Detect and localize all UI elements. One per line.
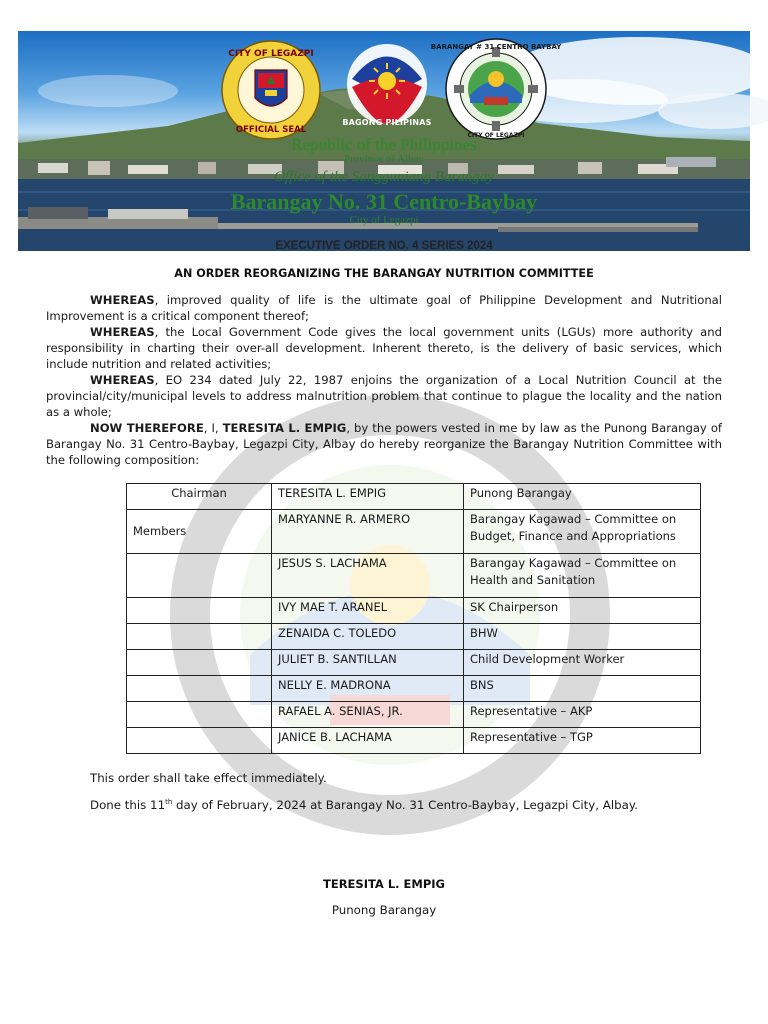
svg-text:CITY OF LEGAZPI: CITY OF LEGAZPI (228, 49, 314, 59)
name-cell: NELLY E. MADRONA (272, 676, 464, 702)
position-cell: SK Chairperson (464, 598, 701, 624)
svg-text:BARANGAY # 31 CENTRO BAYBAY: BARANGAY # 31 CENTRO BAYBAY (430, 43, 562, 51)
signatory-title: Punong Barangay (331, 903, 437, 917)
executive-order-number: EXECUTIVE ORDER NO. 4 SERIES 2024 (275, 240, 493, 252)
position-cell: BHW (464, 624, 701, 650)
role-cell (127, 702, 272, 728)
whereas-lead: WHEREAS (90, 325, 155, 339)
header-office: Office of the Sangguniang Barangay (274, 169, 494, 185)
barangay-31-seal-icon (430, 37, 562, 141)
table-row (127, 510, 701, 554)
done-clause (90, 798, 638, 812)
role-cell (127, 624, 272, 650)
role-cell (127, 650, 272, 676)
svg-text:CITY OF LEGAZPI: CITY OF LEGAZPI (467, 132, 525, 139)
whereas-lead: WHEREAS (90, 373, 155, 387)
bagong-pilipinas-logo-icon (342, 39, 432, 125)
table-row (127, 728, 701, 754)
name-cell: JANICE B. LACHAMA (272, 728, 464, 754)
table-row (127, 598, 701, 624)
header-banner (18, 31, 750, 251)
effectivity-clause: This order shall take effect immediately. (90, 771, 327, 785)
table-row (127, 650, 701, 676)
name-cell: JULIET B. SANTILLAN (272, 650, 464, 676)
city-of-legazpi-seal-icon (221, 40, 321, 140)
table-row (127, 484, 701, 510)
position-cell: Child Development Worker (464, 650, 701, 676)
signatory-name: TERESITA L. EMPIG (323, 877, 445, 891)
now-therefore-lead: NOW THEREFORE (90, 421, 204, 435)
header-province: Province of Albay (343, 153, 425, 165)
whereas-paragraph-3 (46, 372, 722, 420)
now-therefore-text: , I, (203, 421, 223, 435)
position-cell: Punong Barangay (464, 484, 701, 510)
role-cell (127, 676, 272, 702)
whereas-text: , EO 234 dated July 22, 1987 enjoins the organization of a Local Nutrition Council at the provincial/city/municipal levels to address malnutrition problem that continue to plague the locality and the nation as a whole; (46, 373, 722, 419)
whereas-paragraph-2 (46, 324, 722, 372)
name-cell: MARYANNE R. ARMERO (272, 510, 464, 554)
whereas-text: , the Local Government Code gives the local government units (LGUs) more authority and responsibility in charting their over-all development. Inherent thereto, is the delivery of basic services, which include nutrition and related activities; (46, 325, 722, 371)
now-therefore-text: , by the powers vested in me by law as the Punong Barangay of Barangay No. 31 Centro-Baybay, Legazpi City, Albay do hereby reorganize the Barangay Nutrition Committee with the following composition: (46, 421, 722, 467)
position-cell: Representative – AKP (464, 702, 701, 728)
whereas-lead: WHEREAS (90, 293, 155, 307)
position-cell: BNS (464, 676, 701, 702)
table-row (127, 554, 701, 598)
role-cell (127, 554, 272, 598)
position-cell: Barangay Kagawad – Committee on Health and Sanitation (464, 554, 701, 598)
name-cell: TERESITA L. EMPIG (272, 484, 464, 510)
table-row (127, 624, 701, 650)
bagong-pilipinas-label: BAGONG PILIPINAS (342, 118, 432, 127)
whereas-paragraph-1 (46, 292, 722, 324)
position-cell: Barangay Kagawad – Committee on Budget, Finance and Appropriations (464, 510, 701, 554)
done-text: day of February, 2024 at Barangay No. 31 Centro-Baybay, Legazpi City, Albay. (172, 798, 638, 812)
role-cell (127, 598, 272, 624)
header-barangay: Barangay No. 31 Centro-Baybay (230, 189, 538, 214)
role-cell: Members (127, 510, 272, 554)
name-cell: RAFAEL A. SENIAS, JR. (272, 702, 464, 728)
name-cell: IVY MAE T. ARANEL (272, 598, 464, 624)
table-row (127, 676, 701, 702)
name-cell: JESUS S. LACHAMA (272, 554, 464, 598)
done-text: Done this 11 (90, 798, 166, 812)
done-ordinal-suffix: th (165, 798, 173, 807)
committee-table (126, 483, 701, 754)
table-row (127, 702, 701, 728)
name-cell: ZENAIDA C. TOLEDO (272, 624, 464, 650)
punong-barangay-name: TERESITA L. EMPIG (222, 421, 347, 435)
header-republic: Republic of the Philippines (291, 135, 477, 154)
document-title: AN ORDER REORGANIZING THE BARANGAY NUTRITION COMMITTEE (174, 267, 594, 280)
whereas-text: , improved quality of life is the ultimate goal of Philippine Development and Nutritional Improvement is a critical component thereof; (46, 293, 722, 323)
role-cell: Chairman (127, 484, 272, 510)
header-city: City of Legazpi (349, 214, 419, 226)
role-cell (127, 728, 272, 754)
position-cell: Representative – TGP (464, 728, 701, 754)
svg-text:OFFICIAL SEAL: OFFICIAL SEAL (235, 125, 307, 135)
now-therefore-paragraph (46, 420, 722, 468)
